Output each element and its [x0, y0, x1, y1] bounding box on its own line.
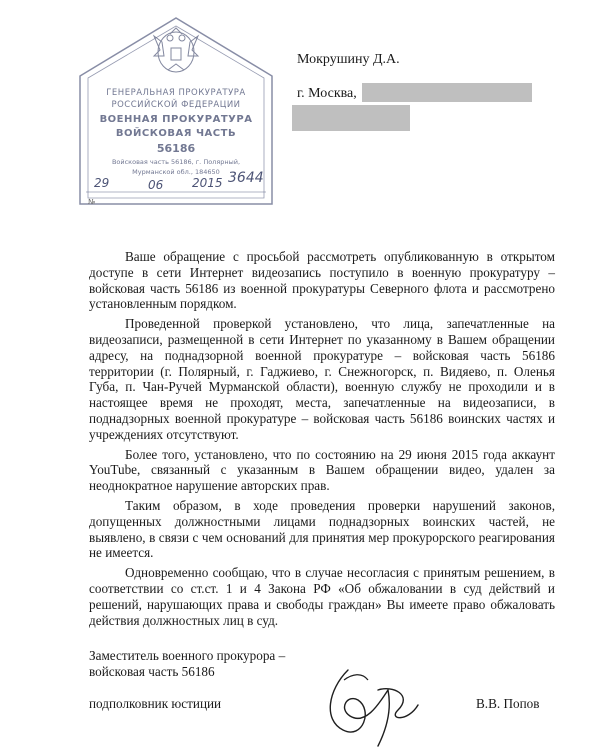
registration-stamp [76, 12, 276, 212]
redacted-address-block-2 [292, 105, 410, 131]
stamp-date-year: 2015 [192, 176, 223, 190]
no-label: № [88, 198, 96, 206]
stamp-reg-number: 3644 [228, 170, 264, 186]
handwritten-signature [318, 650, 428, 755]
paragraph-2: Проведенной проверкой установлено, что лица, запечатленные на видеозаписи, размещенной в сети Интернет по указанному в Вашем обращении адресу, на поднадзорной военной прокуратуре – войсковая часть 56186 территории (г. Полярный, г. Гаджиево, г. Снежногорск, п. Видяево, п. Оленья Губа, п. Чан-Ручей Мурманской области), военную службу не проходили и в настоящее время не проходят, места, запечатленные на видеозаписи, в поднадзорных военной прокуратуре – войсковая часть 56186 воинских частях и учреждениях отсутствуют. [89, 316, 555, 442]
signer-position-line-1: Заместитель военного прокурора – [89, 648, 286, 663]
stamp-line-5: 56186 [156, 142, 196, 155]
stamp-line-1: ГЕНЕРАЛЬНАЯ ПРОКУРАТУРА [106, 88, 246, 98]
signer-position-line-2: войсковая часть 56186 [89, 664, 215, 679]
recipient-name: Мокрушину Д.А. [297, 52, 400, 67]
signer-rank: подполковник юстиции [89, 696, 222, 711]
signer-name: В.В. Попов [476, 696, 540, 711]
stamp-date-day: 29 [94, 176, 110, 190]
stamp-line-3: ВОЕННАЯ ПРОКУРАТУРА [99, 114, 253, 125]
paragraph-5: Одновременно сообщаю, что в случае несогласия с принятым решением, в соответствии со ст.ст. 1 и 4 Закона РФ «Об обжаловании в суд действий и решений, нарушающих права и свободы граждан» Вы имеете право обжаловать действия должностных лиц в суд. [89, 565, 555, 628]
stamp-address-line-2: Мурманской обл., 184650 [132, 168, 220, 176]
stamp-address-line-1: Войсковая часть 56186, г. Полярный, [111, 158, 241, 166]
eagle-emblem-icon [154, 28, 198, 72]
letter-body [89, 249, 555, 632]
stamp-line-4: ВОЙСКОВАЯ ЧАСТЬ [115, 128, 237, 139]
stamp-line-2: РОССИЙСКОЙ ФЕДЕРАЦИИ [111, 100, 241, 110]
signature-graphic [318, 650, 428, 750]
recipient-city: г. Москва, [297, 86, 357, 101]
paragraph-4: Таким образом, в ходе проведения проверки нарушений законов, допущенных должностными лицами поднадзорных воинских частей, не выявлено, в связи с чем оснований для принятия мер прокурорского реагирования не имеется. [89, 497, 555, 561]
redacted-address-block-1 [362, 83, 532, 102]
paragraph-1: Ваше обращение с просьбой рассмотреть опубликованную в открытом доступе в сети Интернет видеозапись поступило в военную прокуратуру – войсковая часть 56186 из военной прокуратуры Северного флота и рассмотрено установленным порядком. [89, 249, 555, 312]
stamp-date-month: 06 [148, 178, 164, 192]
paragraph-3: Более того, установлено, что по состоянию на 29 июня 2015 года аккаунт YouTube, связанный с указанным в Вашем обращении видео, удален за неоднократное нарушение авторских прав. [89, 446, 555, 494]
